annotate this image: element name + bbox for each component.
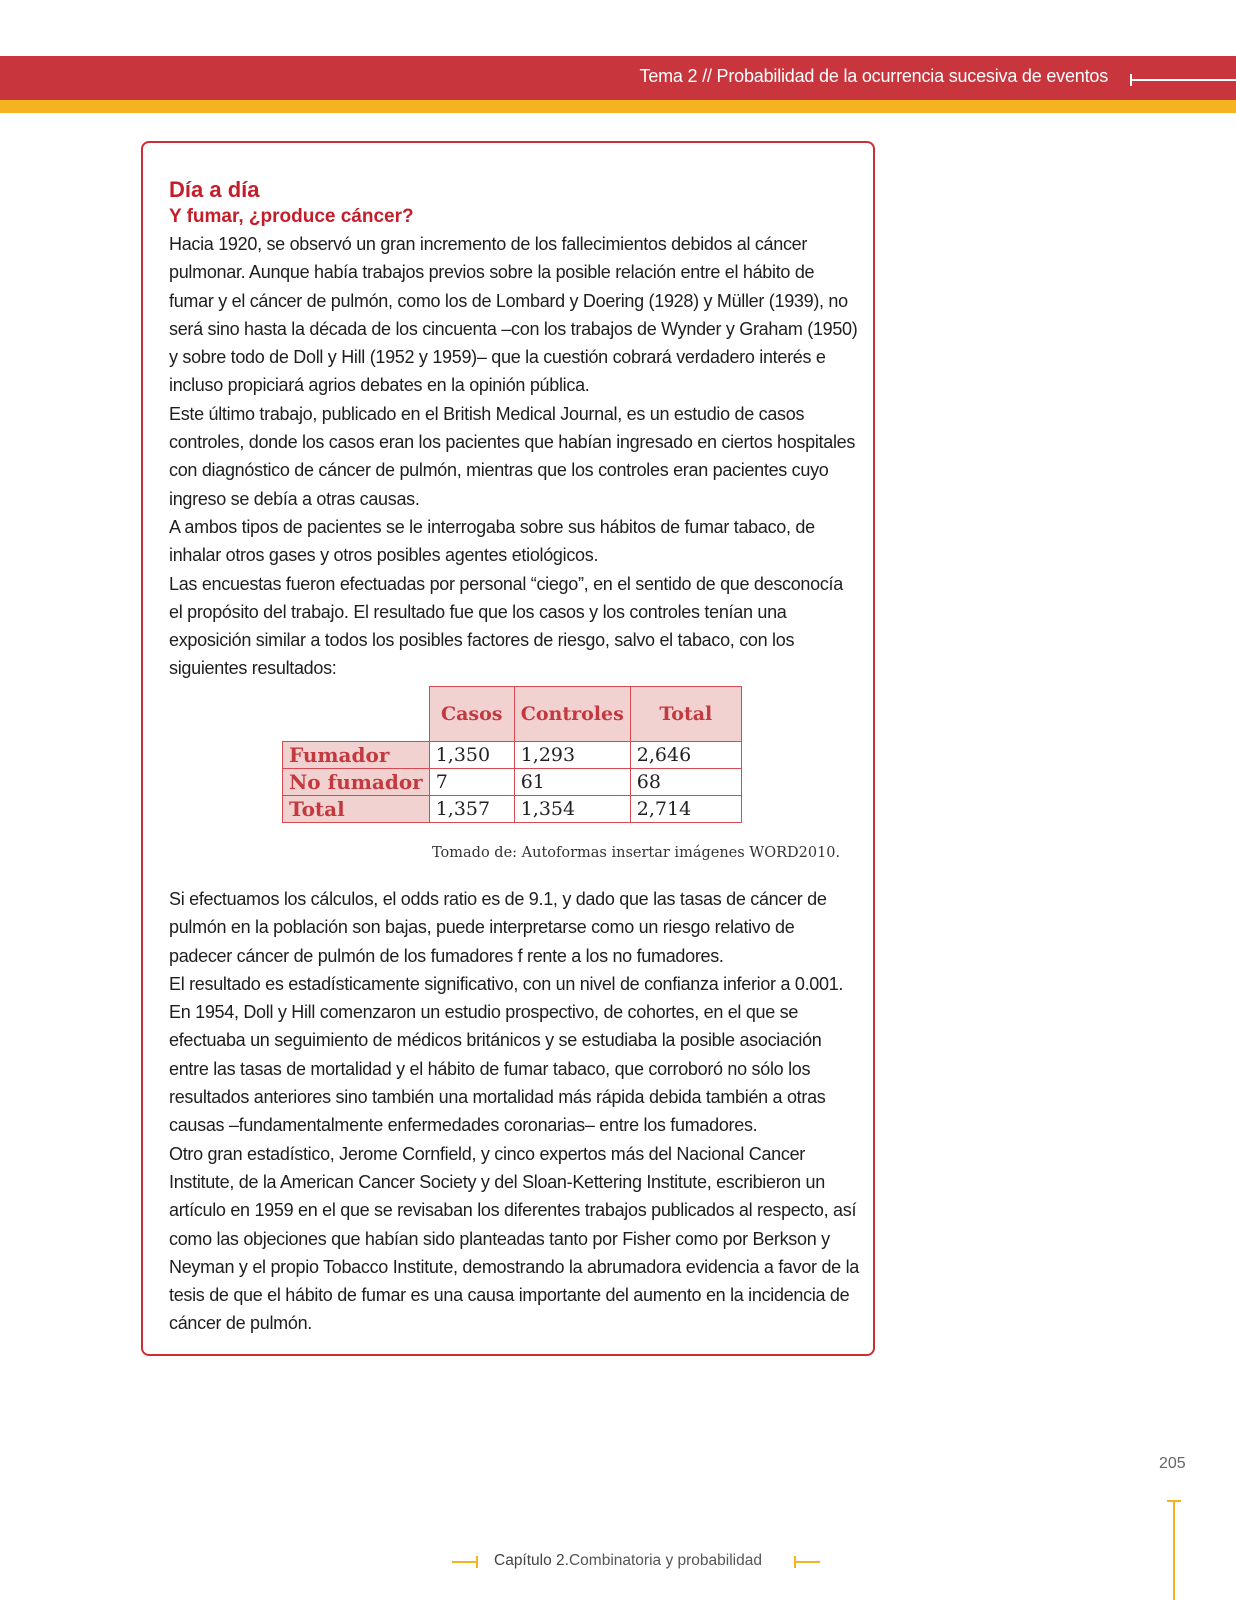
table-cell: 2,714 <box>630 796 741 823</box>
header-rule <box>1130 79 1236 81</box>
header-title: Tema 2 // Probabilidad de la ocurrencia sucesiva de eventos <box>639 66 1108 86</box>
paragraph: A ambos tipos de pacientes se le interrogaba sobre sus hábitos de fumar tabaco, de inhalar otros gases y otros posibles agentes etiológicos. <box>169 516 815 566</box>
paragraph: Este último trabajo, publicado en el British Medical Journal, es un estudio de casos controles, donde los casos eran los pacientes que habían ingresado en ciertos hospitales con diagnóstico de cáncer de pulmón, mientras que los controles eran pacientes cuyo ingreso se debía a otras causas. <box>169 403 856 509</box>
table-cell: 1,354 <box>514 796 630 823</box>
table-row <box>283 769 742 796</box>
paragraph: Si efectuamos los cálculos, el odds ratio es de 9.1, y dado que las tasas de cáncer de pulmón en la población son bajas, puede interpretarse como un riesgo relativo de padecer cáncer de pulmón de los fumadores f rente a los no fumadores. <box>169 889 827 966</box>
section-subtitle: Y fumar, ¿produce cáncer? <box>169 206 414 227</box>
table-header-row <box>283 687 742 742</box>
column-header: Controles <box>514 687 630 742</box>
paragraph: En 1954, Doll y Hill comenzaron un estudio prospectivo, de cohortes, en el que se efectuaba un seguimiento de médicos británicos y se estudiaba la posible asociación entre las tasas de mortalidad y el hábito de fumar tabaco, que corroboró no sólo los resultados anteriores sino también una mortalidad más rápida debida también a otras causas –fundamentalmente enfermedades coronarias– entre los fumadores. <box>169 1002 826 1136</box>
footer-chapter-title: Combinatoria y probabilidad <box>568 1552 762 1569</box>
row-header: No fumador <box>283 769 430 796</box>
side-rule <box>1173 1500 1175 1600</box>
footer-chapter <box>494 1552 762 1570</box>
table-cell: 68 <box>630 769 741 796</box>
header-rule-tick <box>1130 74 1132 86</box>
footer-rule-right <box>794 1561 820 1563</box>
table-cell: 7 <box>429 769 514 796</box>
table-row <box>283 742 742 769</box>
box-content-lower <box>169 885 859 1338</box>
column-header: Total <box>630 687 741 742</box>
paragraph: Las encuestas fueron efectuadas por personal “ciego”, en el sentido de que desconocía el propósito del trabajo. El resultado fue que los casos y los controles tenían una exposición similar a todos los posibles factores de riesgo, salvo el tabaco, con los siguientes resultados: <box>169 573 843 679</box>
table-cell: 2,646 <box>630 742 741 769</box>
table-row <box>283 796 742 823</box>
table-cell: 61 <box>514 769 630 796</box>
footer-rule-right-tick <box>794 1556 796 1568</box>
row-header: Fumador <box>283 742 430 769</box>
footer <box>0 1551 1236 1573</box>
footer-rule-left-tick <box>476 1556 478 1568</box>
table-caption: Tomado de: Autoformas insertar imágenes WORD2010. <box>432 845 841 861</box>
row-header: Total <box>283 796 430 823</box>
footer-chapter-number: Capítulo 2. <box>494 1552 569 1569</box>
page-number: 205 <box>1159 1455 1186 1472</box>
table-cell: 1,293 <box>514 742 630 769</box>
section-title: Día a día <box>169 177 260 202</box>
table-cell: 1,350 <box>429 742 514 769</box>
paragraph: Hacia 1920, se observó un gran incremento de los fallecimientos debidos al cáncer pulmonar. Aunque había trabajos previos sobre la posible relación entre el hábito de fumar y el cáncer de pulmón, como los de Lombard y Doering (1928) y Müller (1939), no será sino hasta la década de los cincuenta –con los trabajos de Wynder y Graham (1950) y sobre todo de Doll y Hill (1952 y 1959)– que la cuestión cobrará verdadero interés e incluso propiciará agrios debates en la opinión pública. <box>169 234 858 396</box>
column-header: Casos <box>429 687 514 742</box>
footer-rule-left <box>452 1561 478 1563</box>
box-content <box>169 176 859 683</box>
table-cell: 1,357 <box>429 796 514 823</box>
header-accent-stripe <box>0 100 1236 113</box>
paragraph: El resultado es estadísticamente significativo, con un nivel de confianza inferior a 0.001. <box>169 973 844 994</box>
table-corner <box>283 687 430 742</box>
paragraph: Otro gran estadístico, Jerome Cornfield, y cinco expertos más del Nacional Cancer Institute, de la American Cancer Society y del Sloan-Kettering Institute, escribieron un artículo en 1959 en el que se revisaban los diferentes trabajos publicados al respecto, así como las objeciones que habían sido planteadas tanto por Fisher como por Berkson y Neyman y el propio Tobacco Institute, demostrando la abrumadora evidencia a favor de la tesis de que el hábito de fumar es una causa importante del aumento en la incidencia de cáncer de pulmón. <box>169 1143 859 1334</box>
results-table <box>282 686 742 823</box>
